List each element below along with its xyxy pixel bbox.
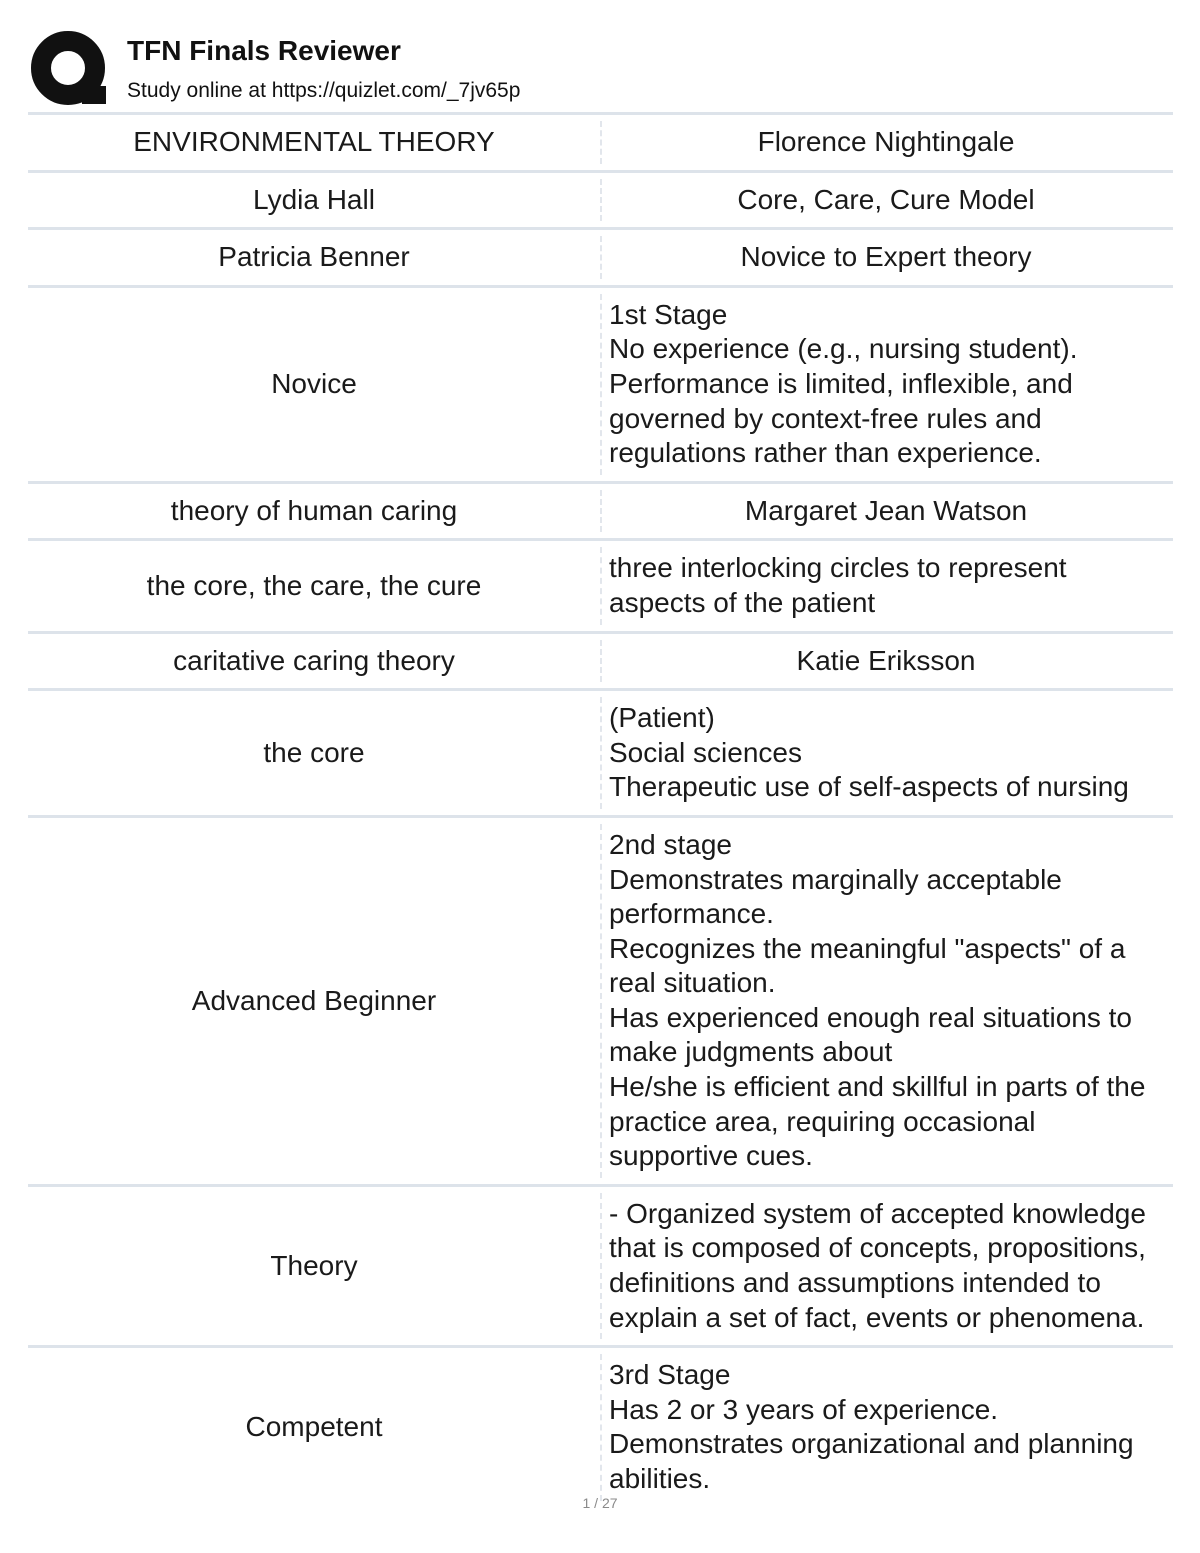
card-term: the core, the care, the cure: [146, 569, 482, 601]
flashcard-row: [28, 115, 1173, 173]
card-term: the core: [263, 736, 365, 768]
card-definition: 1st Stage No experience (e.g., nursing student). Performance is limited, inflexible, and governed by context-free rules and regulations rather than experience.: [600, 294, 1173, 475]
card-definition: Novice to Expert theory: [600, 236, 1173, 279]
study-online-link[interactable]: Study online at https://quizlet.com/_7jv65p: [127, 79, 521, 102]
card-term: ENVIRONMENTAL THEORY: [133, 126, 495, 157]
card-definition: Florence Nightingale: [600, 121, 1173, 164]
card-term: theory of human caring: [170, 494, 458, 526]
card-definition: Margaret Jean Watson: [600, 490, 1173, 533]
card-definition: Core, Care, Cure Model: [600, 179, 1173, 222]
card-term: Theory: [270, 1249, 358, 1281]
card-term: Advanced Beginner: [191, 984, 437, 1016]
card-definition: - Organized system of accepted knowledge that is composed of concepts, propositions, definitions and assumptions intended to explain a set of fact, events or phenomena.: [600, 1193, 1173, 1339]
quizlet-q-logo-icon: [30, 30, 110, 110]
flashcard-row: [28, 541, 1173, 633]
card-term: caritative caring theory: [173, 644, 455, 676]
card-definition: 2nd stage Demonstrates marginally acceptable performance. Recognizes the meaningful "aspects" of a real situation. Has experienced enough real situations to make judgments about He/she is efficient and skillful in parts of the practice area, requiring occasional supportive cues.: [600, 824, 1173, 1178]
card-definition: Katie Eriksson: [600, 640, 1173, 683]
card-term: Novice: [271, 367, 357, 399]
card-definition: (Patient) Social sciences Therapeutic use of self-aspects of nursing: [600, 697, 1173, 809]
page-title: TFN Finals Reviewer: [127, 35, 401, 66]
flashcard-row: [28, 484, 1173, 542]
flashcard-row: [28, 173, 1173, 231]
page-header: [30, 30, 1180, 110]
card-definition: 3rd Stage Has 2 or 3 years of experience. Demonstrates organizational and planning abilities.: [600, 1354, 1173, 1500]
card-definition: three interlocking circles to represent aspects of the patient: [600, 547, 1173, 624]
page-indicator: 1 / 27: [582, 1495, 618, 1511]
flashcard-row: [28, 1187, 1173, 1348]
flashcard-row: [28, 288, 1173, 484]
flashcard-row: [28, 818, 1173, 1187]
card-term: Competent: [245, 1411, 383, 1443]
flashcard-row: [28, 230, 1173, 288]
card-term: Lydia Hall: [253, 183, 375, 215]
flashcard-table: [28, 112, 1173, 1507]
flashcard-row: [28, 1348, 1173, 1506]
flashcard-row: [28, 691, 1173, 818]
card-term: Patricia Benner: [218, 241, 410, 273]
flashcard-row: [28, 634, 1173, 692]
